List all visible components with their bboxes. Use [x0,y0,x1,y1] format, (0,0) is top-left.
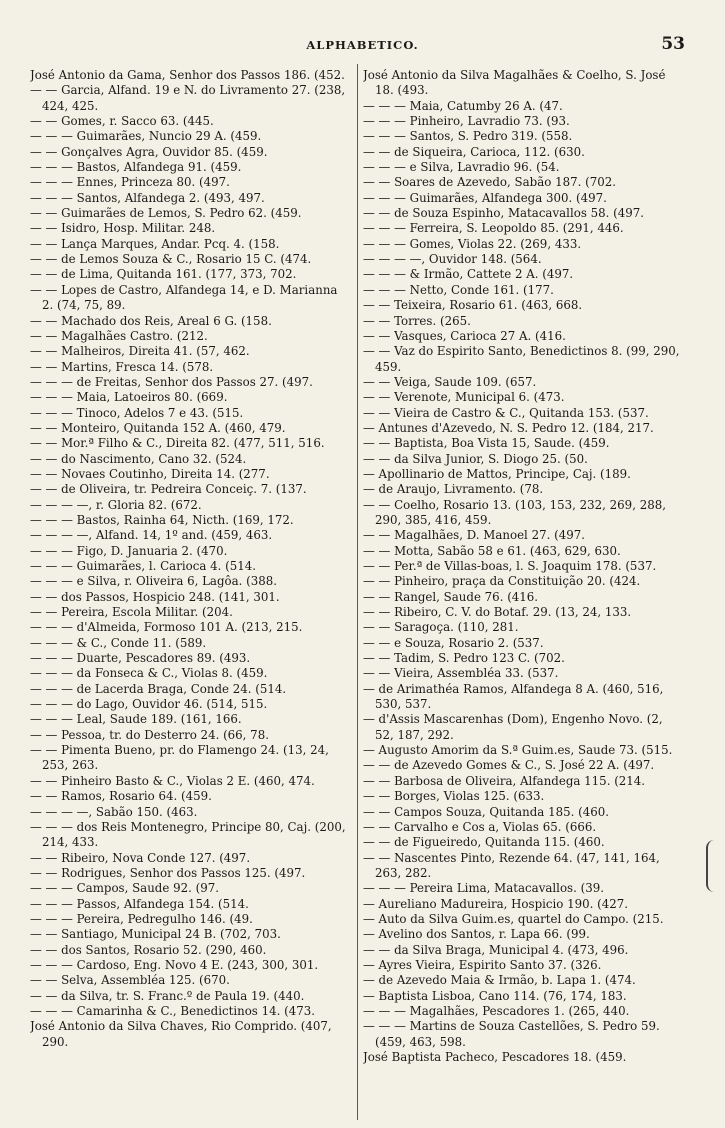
directory-entry: — Baptista Lisboa, Cano 114. (76, 174, 183. [363,988,627,1003]
directory-entry: — — — Martins de Souza Castellões, S. Pedro 59. (459, 463, 598. [363,1019,660,1049]
directory-entry: — — Soares de Azevedo, Sabão 187. (702. [363,175,616,190]
directory-entry: — Apollinario de Mattos, Principe, Caj. (189. [363,466,631,481]
directory-entry: — — da Silva, tr. S. Franc.º de Paula 19. (440. [30,988,305,1003]
directory-entry: — — — Maia, Catumby 26 A. (47. [363,98,563,113]
directory-entry: — — Magalhães, D. Manoel 27. (497. [363,528,585,543]
directory-entry: — — Saragoça. (110, 281. [363,620,519,635]
directory-entry: — — — Leal, Saude 189. (161, 166. [30,712,242,727]
directory-entry: — — — Netto, Conde 161. (177. [363,282,554,297]
directory-entry: José Antonio da Silva Magalhães & Coelho, S. José 18. (493. [363,68,666,98]
directory-entry: — — Nascentes Pinto, Rezende 64. (47, 141, 164, 263, 282. [363,850,660,880]
directory-entry: — — de Lemos Souza & C., Rosario 15 C. (474. [30,252,312,267]
directory-entry: — — — Pinheiro, Lavradio 73. (93. [363,114,570,129]
directory-entry: José Baptista Pacheco, Pescadores 18. (459. [363,1050,627,1064]
directory-entry: — — dos Passos, Hospicio 248. (141, 301. [30,589,280,604]
directory-entry: — — Isidro, Hosp. Militar. 248. [30,221,216,236]
directory-entry: — — da Silva Junior, S. Diogo 25. (50. [363,451,588,466]
directory-entry: — — — Maia, Latoeiros 80. (669. [30,390,228,405]
left-column [30,68,352,1118]
directory-entry: — de Arimathéa Ramos, Alfandega 8 A. (460, 516, 530, 537. [363,681,664,712]
directory-entry: — — Pimenta Bueno, pr. do Flamengo 24. (13, 24, 253, 263. [30,743,329,773]
directory-entry: — — Garcia, Alfand. 19 e N. do Livramento 27. (238, 424, 425. [30,83,346,113]
directory-entry: — — Mor.ª Filho & C., Direita 82. (477, 511, 516. [30,436,325,451]
directory-entry: — Antunes d'Azevedo, N. S. Pedro 12. (184, 217. [363,420,654,435]
directory-entry: — — — Pereira, Pedregulho 146. (49. [30,911,253,926]
directory-entry: — — de Lima, Quitanda 161. (177, 373, 702. [30,267,297,282]
directory-entry: — — Baptista, Boa Vista 15, Saude. (459. [363,436,610,451]
directory-entry: — — — & C., Conde 11. (589. [30,635,207,650]
directory-entry: — — Per.ª de Villas-boas, l. S. Joaquim 178. (537. [363,559,657,573]
directory-entry: — — Pessoa, tr. do Desterro 24. (66, 78. [30,727,269,742]
directory-entry: — — — Guimarães, Nuncio 29 A. (459. [30,129,262,144]
directory-entry: — — — Ferreira, S. Leopoldo 85. (291, 446. [363,221,624,236]
directory-entry: — — — de Lacerda Braga, Conde 24. (514. [30,681,287,696]
directory-entry: — — — —, Sabão 150. (463. [30,804,198,819]
column-divider [357,64,358,1120]
directory-entry: — — — e Silva, Lavradio 96. (54. [363,160,560,175]
directory-entry: — — Vieira de Castro & C., Quitanda 153. (537. [363,405,649,420]
directory-entry: — — — Bastos, Rainha 64, Nicth. (169, 172. [30,512,294,527]
page-header [0,34,725,58]
directory-entry: — — Pinheiro Basto & C., Violas 2 E. (460, 474. [30,773,315,788]
right-column [363,68,685,1118]
running-title: ALPHABETICO. [306,38,419,52]
directory-entry: — — — da Fonseca & C., Violas 8. (459. [30,666,268,681]
directory-entry: — — — de Freitas, Senhor dos Passos 27. (497. [30,374,313,389]
directory-entry: — — — e Silva, r. Oliveira 6, Lagôa. (388. [30,574,278,589]
directory-entry: — — Ribeiro, C. V. do Botaf. 29. (13, 24, 133. [363,605,632,620]
directory-entry: — Augusto Amorim da S.ª Guim.es, Saude 73. (515. [363,743,673,758]
directory-entry: — — — Bastos, Alfandega 91. (459. [30,160,242,175]
directory-entry: — — Motta, Sabão 58 e 61. (463, 629, 630. [363,543,621,558]
directory-entry: — — — Tinoco, Adelos 7 e 43. (515. [30,405,244,420]
directory-entry: — — Malheiros, Direita 41. (57, 462. [30,344,250,359]
directory-entry: — de Azevedo Maia & Irmão, b. Lapa 1. (474. [363,973,636,988]
directory-entry: — — — d'Almeida, Formoso 101 A. (213, 215. [30,620,303,635]
directory-entry: — — Carvalho e Cos a, Violas 65. (666. [363,819,597,834]
directory-entry: — — — Ennes, Princeza 80. (497. [30,175,230,190]
directory-entry: José Antonio da Silva Chaves, Rio Comprido. (407, 290. [30,1019,332,1049]
directory-entry: — — Rodrigues, Senhor dos Passos 125. (497. [30,865,306,880]
directory-entry: — — de Figueiredo, Quitanda 115. (460. [363,835,605,850]
directory-entry: — — Machado dos Reis, Areal 6 G. (158. [30,313,272,328]
directory-entry: — — de Oliveira, tr. Pedreira Conceiç. 7. (137. [30,482,307,497]
directory-entry: — — — —, Alfand. 14, 1º and. (459, 463. [30,528,273,543]
directory-entry: — de Araujo, Livramento. (78. [363,482,544,497]
directory-entry: — Auto da Silva Guim.es, quartel do Campo. (215. [363,911,664,926]
directory-entry: — — Lopes de Castro, Alfandega 14, e D. Marianna 2. (74, 75, 89. [30,282,338,313]
page-number: 53 [661,34,685,54]
directory-entry: — — — Figo, D. Januaria 2. (470. [30,543,228,558]
directory-entry: José Antonio da Gama, Senhor dos Passos 186. (452. [30,68,345,82]
directory-entry: — — — Santos, S. Pedro 319. (558. [363,129,573,144]
directory-entry: — — — —, r. Gloria 82. (672. [30,497,202,512]
directory-entry: — — — & Irmão, Cattete 2 A. (497. [363,267,574,282]
directory-entry: — — Gonçalves Agra, Ouvidor 85. (459. [30,144,268,159]
directory-entry: — Aureliano Madureira, Hospicio 190. (427. [363,896,629,911]
directory-entry: — — — Campos, Saude 92. (97. [30,881,219,896]
directory-entry: — — — Passos, Alfandega 154. (514. [30,896,249,911]
directory-entry: — — Coelho, Rosario 13. (103, 153, 232, 269, 288, 290, 385, 416, 459. [363,497,666,527]
directory-entry: — — — Pereira Lima, Matacavallos. (39. [363,881,604,896]
directory-entry: — — Veiga, Saude 109. (657. [363,374,537,389]
directory-entry: — Avelino dos Santos, r. Lapa 66. (99. [363,927,590,942]
directory-entry: — — da Silva Braga, Municipal 4. (473, 496. [363,942,629,957]
directory-entry: — — de Siqueira, Carioca, 112. (630. [363,144,585,159]
directory-entry: — — — Camarinha & C., Benedictinos 14. (473. [30,1003,315,1018]
directory-entry: — — Monteiro, Quitanda 152 A. (460, 479. [30,420,286,435]
directory-entry: — — — Gomes, Violas 22. (269, 433. [363,236,582,251]
directory-entry: — — Magalhães Castro. (212. [30,328,208,343]
directory-entry: — — Guimarães de Lemos, S. Pedro 62. (459. [30,206,302,221]
directory-entry: — — Martins, Fresca 14. (578. [30,359,214,374]
directory-entry: — — e Souza, Rosario 2. (537. [363,635,544,650]
directory-entry: — — de Souza Espinho, Matacavallos 58. (497. [363,206,644,221]
directory-entry: — — Vasques, Carioca 27 A. (416. [363,328,566,343]
directory-entry: — — Borges, Violas 125. (633. [363,789,545,804]
directory-entry: — — Campos Souza, Quitanda 185. (460. [363,804,609,819]
directory-entry: — — Gomes, r. Sacco 63. (445. [30,114,214,129]
directory-entry: — — Tadim, S. Pedro 123 C. (702. [363,651,565,666]
directory-entry: — — — do Lago, Ouvidor 46. (514, 515. [30,697,268,712]
directory-entry: — — — Santos, Alfandega 2. (493, 497. [30,190,265,205]
directory-entry: — — — dos Reis Montenegro, Principe 80, Caj. (200, 214, 433. [30,819,346,850]
directory-entry: — d'Assis Mascarenhas (Dom), Engenho Novo. (2, 52, 187, 292. [363,712,663,742]
directory-entry: — — Verenote, Municipal 6. (473. [363,390,565,405]
directory-entry: — — — Cardoso, Eng. Novo 4 E. (243, 300, 301. [30,957,319,972]
directory-entry: — — Ramos, Rosario 64. (459. [30,789,212,804]
directory-entry: — — Novaes Coutinho, Direita 14. (277. [30,466,270,481]
directory-entry: — — — Magalhães, Pescadores 1. (265, 440. [363,1003,630,1018]
directory-entry: — — Ribeiro, Nova Conde 127. (497. [30,850,251,865]
directory-entry: — — Santiago, Municipal 24 B. (702, 703. [30,927,281,942]
binding-mark [706,840,722,892]
directory-entry: — — — —, Ouvidor 148. (564. [363,252,542,267]
directory-entry: — — do Nascimento, Cano 32. (524. [30,451,247,466]
directory-entry: — — Barbosa de Oliveira, Alfandega 115. (214. [363,773,646,788]
directory-entry: — — Vaz do Espirito Santo, Benedictinos 8. (99, 290, 459. [363,344,680,374]
directory-entry: — — Teixeira, Rosario 61. (463, 668. [363,298,583,313]
directory-entry: — — — Guimarães, l. Carioca 4. (514. [30,559,256,573]
directory-entry: — — Rangel, Saude 76. (416. [363,589,539,604]
directory-entry: — — Vieira, Assembléa 33. (537. [363,666,559,681]
directory-entry: — — dos Santos, Rosario 52. (290, 460. [30,942,267,957]
directory-entry: — — Pereira, Escola Militar. (204. [30,605,233,620]
directory-entry: — — de Azevedo Gomes & C., S. José 22 A. (497. [363,758,655,773]
directory-entry: — — Torres. (265. [363,313,471,328]
directory-entry: — — Lança Marques, Andar. Pcq. 4. (158. [30,236,280,251]
directory-entry: — — Selva, Assembléa 125. (670. [30,973,230,988]
directory-entry: — — — Guimarães, Alfandega 300. (497. [363,190,607,205]
directory-entry: — — — Duarte, Pescadores 89. (493. [30,651,251,666]
directory-entry: — Ayres Vieira, Espirito Santo 37. (326. [363,957,602,972]
directory-entry: — — Pinheiro, praça da Constituição 20. (424. [363,574,641,589]
